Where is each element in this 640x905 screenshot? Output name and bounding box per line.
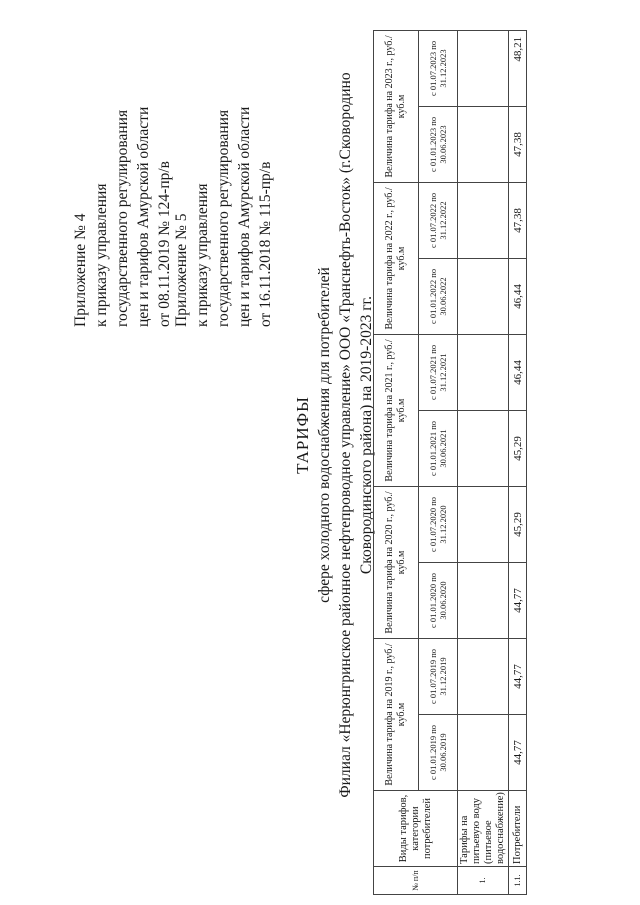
tariff-value: 48,21 (509, 30, 527, 106)
header-period: с 01.07.2019 по 31.12.2019 (419, 638, 458, 714)
tariff-value: 44,77 (509, 638, 527, 714)
tariff-value: 47,38 (509, 106, 527, 182)
header-period: с 01.07.2021 по 31.12.2021 (419, 334, 458, 410)
header-period: с 01.07.2023 по 31.12.2023 (419, 30, 458, 106)
appendix-4-block (70, 107, 175, 327)
tariff-value: 44,77 (509, 715, 527, 791)
title-line-2: Филиал «Нерюнгринское районное нефтепроводное управление» ООО «Транснефть-Восток» (г.Сковородино (337, 72, 354, 798)
title-main: ТАРИФЫ (293, 396, 312, 474)
appendix-5-line: к приказу управления (194, 183, 211, 327)
header-period: с 01.01.2023 по 30.06.2023 (419, 106, 458, 182)
rotated-content (30, 15, 590, 895)
header-year-2023: Величина тарифа на 2023 г., руб./куб.м (374, 30, 419, 182)
header-year-2019: Величина тарифа на 2019 г., руб./куб.м (374, 638, 419, 790)
table-row (509, 30, 527, 894)
tariff-value: 45,29 (509, 410, 527, 486)
tariff-value: 46,44 (509, 334, 527, 410)
title-line-3: Сковородинского района) на 2019-2023 гг. (358, 295, 375, 575)
row-category: Потребители (509, 791, 527, 867)
header-year-2022: Величина тарифа на 2022 г., руб./куб.м (374, 182, 419, 334)
tariff-value: 45,29 (509, 486, 527, 562)
header-period: с 01.01.2019 по 30.06.2019 (419, 715, 458, 791)
header-year-2020: Величина тарифа на 2020 г., руб./куб.м (374, 486, 419, 638)
appendix-4-line: к приказу управления (93, 183, 110, 327)
table-row (458, 30, 509, 894)
appendix-4-line: цен и тарифов Амурской области (135, 106, 152, 327)
header-period: с 01.07.2020 по 31.12.2020 (419, 486, 458, 562)
header-period: с 01.01.2021 по 30.06.2021 (419, 410, 458, 486)
row-category: Тарифы на питьевую воду (питьевое водоснабжение) (458, 791, 509, 867)
appendix-5-line: цен и тарифов Амурской области (236, 106, 253, 327)
title-line-1: сфере холодного водоснабжения для потребителей (316, 267, 333, 603)
tariff-table (373, 30, 527, 895)
document-title (292, 45, 377, 825)
row-num: 1.1. (509, 867, 527, 895)
table-header-row (374, 30, 419, 894)
row-num: 1. (458, 867, 509, 895)
appendix-5-line: Приложение № 5 (173, 213, 190, 327)
header-period: с 01.01.2022 по 30.06.2022 (419, 258, 458, 334)
appendix-4-line: от 08.11.2019 № 124-пр/в (156, 161, 173, 327)
header-period: с 01.01.2020 по 30.06.2020 (419, 562, 458, 638)
header-period: с 01.07.2022 по 31.12.2022 (419, 182, 458, 258)
header-year-2021: Величина тарифа на 2021 г., руб./куб.м (374, 334, 419, 486)
table-subheader-row (419, 30, 458, 894)
appendix-5-line: от 16.11.2018 № 115-пр/в (257, 161, 274, 327)
tariff-value: 46,44 (509, 258, 527, 334)
appendix-5-block (171, 107, 276, 327)
appendix-4-line: Приложение № 4 (72, 213, 89, 327)
appendix-4-line: государственного регулирования (114, 109, 131, 327)
appendix-5-line: государственного регулирования (215, 109, 232, 327)
header-num: № п/п (374, 867, 458, 895)
tariff-value: 44,77 (509, 562, 527, 638)
tariff-value: 47,38 (509, 182, 527, 258)
header-tariff-type: Виды тарифов, категории потребителей (374, 791, 458, 867)
